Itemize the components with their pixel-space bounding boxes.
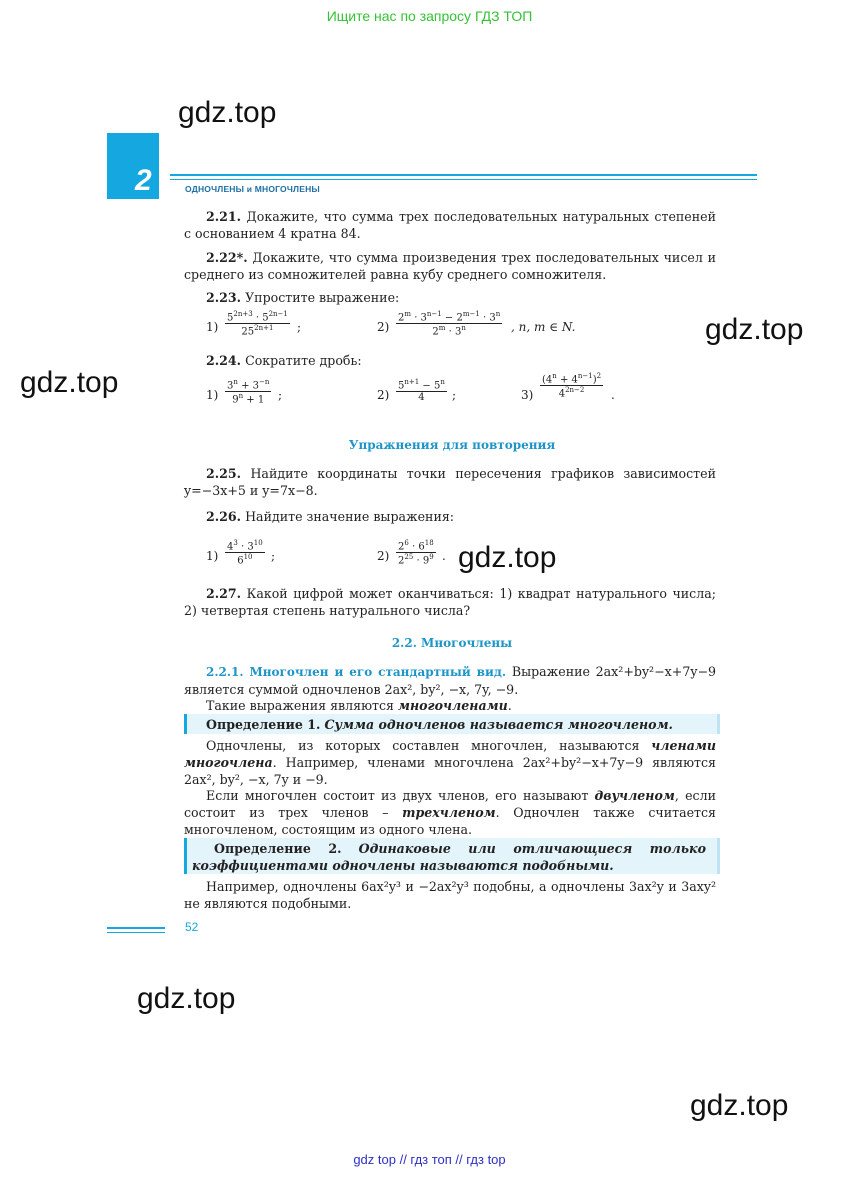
paragraph [184, 787, 716, 838]
punctuation: . [611, 388, 615, 402]
problem-number: 2.21. [206, 209, 242, 224]
item-label: 2) [377, 549, 390, 563]
paragraph: Такие выражения являются многочленами. [206, 698, 512, 713]
punctuation: ; [452, 388, 457, 402]
subsection-heading: 2.2.1. Многочлен и его стандартный вид. [206, 665, 507, 679]
emphasis: двучленом [594, 788, 675, 803]
expression: $\frac{5^{n+1} - 5^n}{4}$ [398, 378, 445, 404]
problem-2-25 [184, 465, 716, 499]
problem-text: Какой цифрой может оканчиваться: 1) квадрат натурального числа; 2) четвертая степень натурального числа? [184, 586, 716, 618]
footer-rule [107, 927, 165, 929]
paragraph [184, 737, 716, 788]
item-label: 1) [206, 388, 219, 402]
top-banner: Ищите нас по запросу ГДЗ ТОП [326, 8, 533, 24]
punctuation: ; [297, 320, 302, 334]
paragraph-text: Такие выражения являются [206, 698, 398, 713]
problem-2-21 [184, 208, 716, 242]
problem-number: 2.26. [206, 509, 242, 524]
paragraph [184, 878, 716, 912]
paragraph-text: Например, одночлены 6ax²y³ и −2ax²y³ подобны, а одночлены 3ax²y и 3axy² не являются подобными. [184, 879, 716, 911]
bottom-banner: gdz top // гдз топ // гдз top [353, 1152, 506, 1167]
definition-2 [192, 840, 706, 874]
subsection-paragraph [184, 663, 716, 698]
watermark: gdz.top [137, 982, 236, 1015]
problem-2-27 [184, 585, 716, 619]
problem-2-24 [206, 352, 362, 369]
problem-text: Докажите, что сумма произведения трех последовательных чисел и среднего из сомножителей равна кубу среднего сомножителя. [184, 250, 716, 282]
item-label: 1) [206, 549, 219, 563]
page-number: 52 [185, 920, 199, 934]
punctuation: ; [271, 549, 276, 563]
expression: $\frac{2^6 \cdot 6^{18}}{2^{25} \cdot 9^9}$ [398, 539, 434, 567]
header-rule [170, 174, 757, 176]
problem-2-22 [184, 249, 716, 283]
item-label: 3) [521, 388, 534, 402]
problem-text: Найдите значение выражения: [245, 509, 455, 524]
problem-text: Упростите выражение: [245, 290, 400, 305]
paragraph-text: Выражение 2ax²+by²−x+7y−9 является суммой одночленов 2ax², by², −x, 7y, −9. [184, 664, 717, 697]
watermark: gdz.top [20, 366, 119, 399]
definition-1 [206, 716, 706, 733]
emphasis: членами многочлена [184, 738, 716, 770]
problem-number: 2.22*. [206, 250, 248, 265]
watermark: gdz.top [458, 541, 557, 574]
paragraph-text: , если состоит из трех членов – [184, 788, 716, 820]
condition: , n, m ∈ N. [511, 320, 576, 334]
problem-text: Сократите дробь: [245, 353, 362, 368]
paragraph-text: Одночлены, из которых составлен многочлен, называются [206, 738, 652, 753]
problem-2-23 [206, 289, 399, 306]
chapter-title: ОДНОЧЛЕНЫ и МНОГОЧЛЕНЫ [185, 184, 320, 194]
footer-rule [107, 932, 165, 933]
punctuation: ; [278, 388, 283, 402]
problem-number: 2.23. [206, 290, 242, 305]
watermark: gdz.top [178, 96, 277, 129]
expression: $\frac{2^m \cdot 3^{n-1} - 2^{m-1} \cdot 3^n}{2^m \cdot 3^n}$ [398, 310, 501, 338]
expression: $\frac{5^{2n+3} \cdot 5^{2n-1}}{25^{2n+1}}$ [227, 310, 288, 338]
item-label: 2) [377, 388, 390, 402]
expression: $\frac{3^n + 3^{-n}}{9^n + 1}$ [227, 378, 270, 406]
definition-text: Сумма одночленов называется многочленом. [324, 717, 673, 732]
problem-number: 2.24. [206, 353, 242, 368]
problem-text: Докажите, что сумма трех последовательных натуральных степеней с основанием 4 кратна 84. [184, 209, 716, 241]
paragraph-text: . Одночлен также считается многочленом, состоящим из одного члена. [184, 805, 717, 837]
problem-2-26 [206, 508, 454, 525]
definition-text: Одинаковые или отличающиеся только коэффициентами одночлены называются подобными. [192, 841, 706, 873]
section-heading: Упражнения для повторения [348, 438, 556, 452]
header-rule [170, 179, 757, 180]
emphasis: трехчленом [402, 805, 496, 820]
emphasis: многочленами [398, 698, 508, 713]
item-label: 1) [206, 320, 219, 334]
definition-label: Определение 1. [206, 717, 321, 732]
problem-number: 2.27. [206, 586, 242, 601]
problem-number: 2.25. [206, 466, 242, 481]
chapter-number: 2 [135, 164, 152, 197]
watermark: gdz.top [705, 313, 804, 346]
definition-label: Определение 2. [214, 841, 342, 856]
watermark: gdz.top [690, 1089, 789, 1122]
problem-text: Найдите координаты точки пересечения графиков зависимостей y=−3x+5 и y=7x−8. [184, 466, 716, 498]
punctuation: . [442, 549, 446, 563]
paragraph-text: . Например, членами многочлена 2ax²+by²−x+7y−9 являются 2ax², by², −x, 7y и −9. [184, 755, 716, 787]
expression: $\frac{4^3 \cdot 3^{10}}{6^{10}}$ [227, 539, 263, 567]
item-label: 2) [377, 320, 390, 334]
expression: $\frac{(4^n + 4^{n-1})^2}{4^{2n-2}}$ [542, 372, 602, 400]
paragraph-text: Если многочлен состоит из двух членов, его называют [206, 788, 595, 803]
section-heading: 2.2. Многочлены [391, 636, 513, 650]
